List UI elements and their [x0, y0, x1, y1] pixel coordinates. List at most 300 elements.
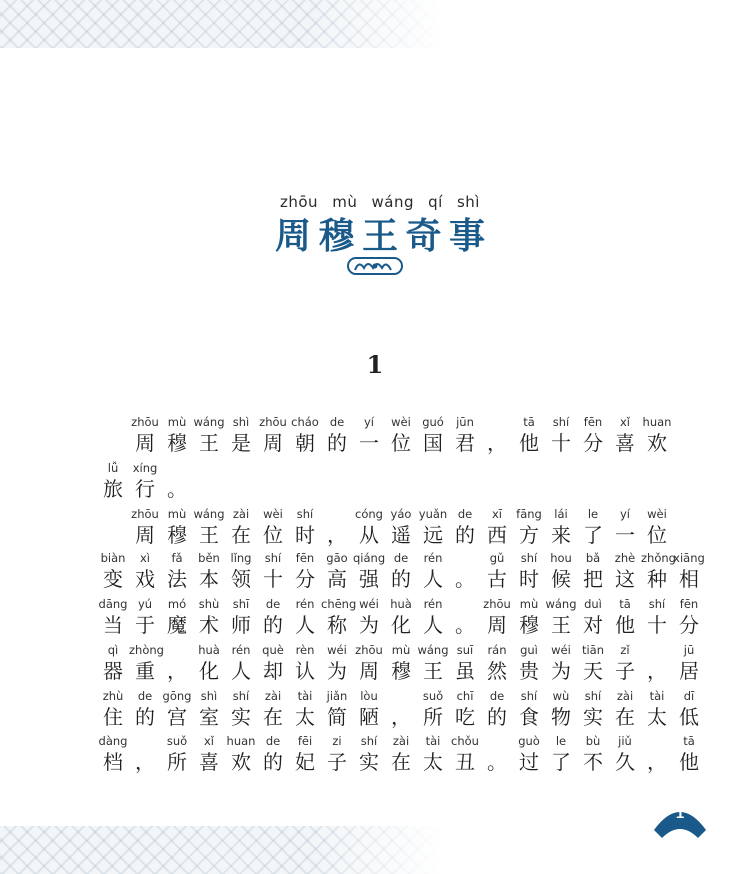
pinyin: huan: [642, 415, 672, 429]
character-cell: [193, 689, 225, 730]
character-cell: [289, 643, 321, 684]
hanzi: 的: [327, 431, 347, 455]
pinyin: yuǎn: [418, 507, 448, 521]
hanzi: 。: [487, 750, 507, 774]
pinyin: [449, 551, 481, 566]
pinyin: tā: [683, 734, 695, 748]
character-cell: [513, 551, 545, 592]
pinyin: [161, 643, 193, 658]
character-cell: [385, 734, 417, 775]
hanzi: 档: [103, 750, 123, 774]
title-character: 事: [448, 215, 485, 257]
pinyin: suǒ: [166, 734, 188, 748]
character-cell: [449, 597, 481, 638]
hanzi: 师: [231, 613, 251, 637]
pinyin: yú: [137, 597, 153, 611]
character-cell: [257, 551, 289, 592]
character-cell: [129, 551, 161, 592]
hanzi: 是: [231, 431, 251, 455]
pinyin: [385, 689, 417, 704]
character-cell: [641, 551, 676, 592]
pinyin: de: [265, 597, 281, 611]
hanzi: 化: [199, 659, 219, 683]
hanzi: 穆: [167, 431, 187, 455]
pinyin: qì: [107, 643, 119, 657]
pinyin: jū: [683, 643, 695, 657]
hanzi: 久: [615, 750, 635, 774]
character-cell: [353, 734, 385, 775]
hanzi: 变: [103, 567, 123, 591]
title-pinyin-syllable: shì: [456, 193, 480, 211]
hanzi: 来: [551, 523, 571, 547]
character-cell: [257, 643, 289, 684]
title-character: 王: [361, 215, 398, 257]
pinyin: wèi: [647, 507, 667, 521]
character-cell: [481, 689, 513, 730]
character-cell: [97, 415, 129, 456]
pinyin: chǒu: [451, 734, 479, 748]
hanzi: 遥: [391, 523, 411, 547]
hanzi: 周: [487, 613, 507, 637]
pinyin: suī: [456, 643, 474, 657]
pinyin: shī: [232, 597, 250, 611]
pinyin: huan: [226, 734, 256, 748]
hanzi: ，: [135, 750, 155, 774]
character-cell: [449, 507, 481, 548]
pinyin: shí: [520, 689, 538, 703]
character-cell: [193, 415, 225, 456]
character-cell: [97, 507, 129, 548]
character-cell: [545, 551, 577, 592]
hanzi: 穆: [167, 523, 187, 547]
hanzi: 实: [583, 705, 603, 729]
page-title: [275, 208, 485, 259]
pinyin: cóng: [355, 507, 383, 521]
pinyin: lǐng: [230, 551, 252, 565]
hanzi: 当: [103, 613, 123, 637]
text-line: [97, 643, 705, 684]
hanzi: 强: [359, 567, 379, 591]
hanzi: 认: [295, 659, 315, 683]
pinyin: de: [329, 415, 345, 429]
pinyin: gǔ: [489, 551, 505, 565]
character-cell: [225, 689, 257, 730]
text-line: [97, 415, 673, 456]
character-cell: [225, 643, 257, 684]
character-cell: [129, 415, 161, 456]
character-cell: [225, 551, 257, 592]
hanzi: 实: [231, 705, 251, 729]
text-line: [97, 551, 705, 592]
character-cell: [641, 734, 673, 775]
pinyin: [641, 734, 673, 749]
pinyin: qiáng: [353, 551, 386, 565]
character-cell: [609, 597, 641, 638]
pinyin: fēi: [297, 734, 313, 748]
character-cell: [97, 643, 129, 684]
pinyin: zhǒng: [641, 551, 676, 565]
text-line: [97, 461, 193, 502]
hanzi: 魔: [167, 613, 187, 637]
character-cell: [513, 597, 545, 638]
pinyin: wáng: [417, 643, 449, 657]
pinyin: [97, 415, 129, 430]
character-cell: [577, 734, 609, 775]
pinyin: fǎ: [171, 551, 183, 565]
hanzi: 太: [295, 705, 315, 729]
hanzi: 妃: [295, 750, 315, 774]
hanzi: 的: [455, 523, 475, 547]
pinyin: xǐ: [203, 734, 214, 748]
hanzi: 十: [647, 613, 667, 637]
pinyin: [481, 734, 513, 749]
pinyin: [449, 597, 481, 612]
pinyin: guì: [520, 643, 538, 657]
pinyin: shí: [360, 734, 378, 748]
pinyin: wù: [552, 689, 570, 703]
pinyin: mó: [167, 597, 187, 611]
hanzi: 他: [679, 750, 699, 774]
character-cell: [129, 461, 161, 502]
hanzi: 天: [583, 659, 603, 683]
hanzi: 穆: [519, 613, 539, 637]
hanzi: 西: [487, 523, 507, 547]
hanzi: 在: [615, 705, 635, 729]
hanzi: 周: [359, 659, 379, 683]
pinyin: zhè: [614, 551, 636, 565]
hanzi: 太: [647, 705, 667, 729]
pinyin: rén: [231, 643, 251, 657]
hanzi: 把: [583, 567, 603, 591]
text-line: [97, 689, 705, 730]
text-line: [97, 734, 705, 775]
pinyin: lǚ: [107, 461, 119, 475]
character-cell: [321, 551, 353, 592]
hanzi: 他: [615, 613, 635, 637]
character-cell: [545, 597, 577, 638]
hanzi: 欢: [231, 750, 251, 774]
pinyin: guó: [422, 415, 444, 429]
pinyin: wáng: [193, 415, 225, 429]
pinyin: de: [489, 689, 505, 703]
hanzi: 子: [615, 659, 635, 683]
hanzi: 这: [615, 567, 635, 591]
hanzi: 周: [135, 523, 155, 547]
hanzi: 行: [135, 477, 155, 501]
pinyin: zài: [264, 689, 282, 703]
character-cell: [225, 597, 257, 638]
character-cell: [193, 734, 225, 775]
hanzi: 一: [359, 431, 379, 455]
character-cell: [385, 507, 417, 548]
title-pinyin-syllable: wáng: [371, 193, 414, 211]
pinyin: shì: [200, 689, 218, 703]
pinyin: shí: [232, 689, 250, 703]
hanzi: 欢: [647, 431, 667, 455]
character-cell: [417, 597, 449, 638]
pinyin: xíng: [132, 461, 158, 475]
pinyin: shì: [232, 415, 250, 429]
pinyin: lòu: [360, 689, 378, 703]
pinyin: mù: [519, 597, 539, 611]
hanzi: ，: [647, 659, 667, 683]
pinyin: zhōu: [483, 597, 511, 611]
character-cell: [353, 689, 385, 730]
pinyin: mù: [391, 643, 411, 657]
pinyin: biàn: [100, 551, 126, 565]
character-cell: [353, 551, 385, 592]
character-cell: [97, 734, 129, 775]
title-character: 周: [275, 215, 312, 257]
character-cell: [545, 734, 577, 775]
pinyin: wéi: [551, 643, 571, 657]
hanzi: 所: [423, 705, 443, 729]
hanzi: ，: [391, 705, 411, 729]
character-cell: [321, 689, 353, 730]
pinyin: wáng: [193, 507, 225, 521]
character-cell: [449, 415, 481, 456]
character-cell: [385, 415, 417, 456]
character-cell: [609, 643, 641, 684]
hanzi: 周: [263, 431, 283, 455]
character-cell: [609, 551, 641, 592]
hanzi: 的: [487, 705, 507, 729]
pinyin: de: [393, 551, 409, 565]
hanzi: 在: [391, 750, 411, 774]
character-cell: [641, 643, 673, 684]
hanzi: 君: [455, 431, 475, 455]
hanzi: 器: [103, 659, 123, 683]
pinyin: lái: [554, 507, 568, 521]
hanzi: ，: [647, 750, 667, 774]
chapter-number: 1: [366, 350, 384, 379]
character-cell: [257, 507, 289, 548]
character-cell: [321, 597, 357, 638]
hanzi: ，: [327, 523, 347, 547]
hanzi: 法: [167, 567, 187, 591]
pinyin: dī: [683, 689, 695, 703]
character-cell: [161, 597, 193, 638]
character-cell: [193, 507, 225, 548]
pinyin: fēn: [679, 597, 699, 611]
pinyin: xī: [491, 507, 502, 521]
hanzi: 了: [551, 750, 571, 774]
hanzi: 王: [551, 613, 571, 637]
hanzi: 国: [423, 431, 443, 455]
hanzi: 的: [135, 705, 155, 729]
pinyin: zhōu: [131, 507, 159, 521]
character-cell: [385, 689, 417, 730]
bottom-decorative-pattern: [0, 826, 445, 874]
pinyin: [481, 415, 513, 430]
hanzi: 不: [583, 750, 603, 774]
hanzi: 的: [263, 750, 283, 774]
character-cell: [385, 643, 417, 684]
character-cell: [193, 643, 225, 684]
pinyin: zài: [616, 689, 634, 703]
pinyin: xì: [139, 551, 150, 565]
pinyin: xiāng: [673, 551, 705, 565]
hanzi: 远: [423, 523, 443, 547]
hanzi: 食: [519, 705, 539, 729]
character-cell: [609, 689, 641, 730]
pinyin: jiǔ: [618, 734, 632, 748]
hanzi: 位: [263, 523, 283, 547]
hanzi: 丑: [455, 750, 475, 774]
hanzi: 旅: [103, 477, 123, 501]
hanzi: 人: [295, 613, 315, 637]
pinyin: bǎ: [585, 551, 601, 565]
character-cell: [321, 415, 353, 456]
pinyin: [641, 643, 673, 658]
pinyin: tā: [619, 597, 631, 611]
hanzi: 古: [487, 567, 507, 591]
hanzi: 太: [423, 750, 443, 774]
character-cell: [513, 415, 545, 456]
pinyin: jūn: [456, 415, 474, 429]
character-cell: [97, 597, 129, 638]
hanzi: 称: [327, 613, 347, 637]
hanzi: 住: [103, 705, 123, 729]
character-cell: [545, 689, 577, 730]
hanzi: 王: [423, 659, 443, 683]
character-cell: [161, 461, 193, 502]
text-line: [97, 597, 705, 638]
character-cell: [545, 415, 577, 456]
pinyin: le: [587, 507, 599, 521]
hanzi: [97, 522, 129, 548]
pinyin: tài: [649, 689, 665, 703]
hanzi: ，: [167, 659, 187, 683]
hanzi: 喜: [199, 750, 219, 774]
hanzi: 穆: [391, 659, 411, 683]
character-cell: [673, 597, 705, 638]
character-cell: [385, 551, 417, 592]
character-cell: [353, 507, 385, 548]
hanzi: 朝: [295, 431, 315, 455]
character-cell: [449, 734, 481, 775]
character-cell: [449, 551, 481, 592]
pinyin: tiān: [581, 643, 605, 657]
pinyin: gōng: [162, 689, 192, 703]
title-pinyin-syllable: zhōu: [280, 193, 319, 211]
pinyin: duì: [584, 597, 602, 611]
character-cell: [289, 507, 321, 548]
hanzi: 于: [135, 613, 155, 637]
pinyin: yí: [363, 415, 374, 429]
hanzi: ，: [487, 431, 507, 455]
character-cell: [449, 643, 481, 684]
pinyin: hou: [550, 551, 572, 565]
character-cell: [641, 415, 673, 456]
pinyin: shí: [296, 507, 314, 521]
hanzi: 对: [583, 613, 603, 637]
character-cell: [161, 643, 193, 684]
pinyin: zhōu: [259, 415, 287, 429]
character-cell: [257, 415, 289, 456]
pinyin: rán: [487, 643, 507, 657]
pinyin: huà: [390, 597, 412, 611]
pinyin: chī: [456, 689, 474, 703]
character-cell: [609, 415, 641, 456]
hanzi: 王: [199, 431, 219, 455]
character-cell: [321, 507, 353, 548]
character-cell: [129, 507, 161, 548]
hanzi: 高: [327, 567, 347, 591]
hanzi: 却: [263, 659, 283, 683]
pinyin: wáng: [545, 597, 577, 611]
character-cell: [481, 597, 513, 638]
pinyin: bù: [585, 734, 601, 748]
character-cell: [353, 643, 385, 684]
hanzi: 化: [391, 613, 411, 637]
character-cell: [641, 689, 673, 730]
pinyin: le: [555, 734, 567, 748]
title-character: 奇: [405, 215, 442, 257]
pinyin: xǐ: [619, 415, 630, 429]
character-cell: [289, 597, 321, 638]
pinyin: suǒ: [422, 689, 444, 703]
pinyin: [97, 507, 129, 522]
character-cell: [481, 551, 513, 592]
hanzi: 位: [391, 431, 411, 455]
character-cell: [673, 734, 705, 775]
text-line: [97, 507, 673, 548]
pinyin: què: [262, 643, 284, 657]
character-cell: [385, 597, 417, 638]
page-number: 1: [675, 805, 685, 822]
hanzi: 术: [199, 613, 219, 637]
character-cell: [609, 734, 641, 775]
cloud-ornament-icon: [347, 256, 403, 276]
hanzi: 室: [199, 705, 219, 729]
hanzi: 实: [359, 750, 379, 774]
hanzi: 。: [455, 613, 475, 637]
pinyin: zǐ: [620, 643, 630, 657]
top-decorative-pattern: [0, 0, 445, 48]
character-cell: [97, 689, 129, 730]
hanzi: 相: [679, 567, 699, 591]
character-cell: [513, 689, 545, 730]
pinyin: tài: [297, 689, 313, 703]
pinyin: rén: [295, 597, 315, 611]
character-cell: [417, 415, 449, 456]
title-pinyin-syllable: qí: [428, 193, 443, 211]
character-cell: [193, 551, 225, 592]
hanzi: 虽: [455, 659, 475, 683]
hanzi: 简: [327, 705, 347, 729]
character-cell: [225, 415, 257, 456]
pinyin: jiǎn: [326, 689, 348, 703]
character-cell: [97, 551, 129, 592]
pinyin: zhōu: [131, 415, 159, 429]
character-cell: [225, 734, 257, 775]
title-pinyin-syllable: mù: [332, 193, 358, 211]
hanzi: 喜: [615, 431, 635, 455]
hanzi: 贵: [519, 659, 539, 683]
character-cell: [97, 461, 129, 502]
pinyin: zài: [392, 734, 410, 748]
character-cell: [609, 507, 641, 548]
title-character: 穆: [318, 215, 355, 257]
character-cell: [481, 734, 513, 775]
character-cell: [289, 415, 321, 456]
pinyin: mù: [167, 415, 187, 429]
pinyin: dàng: [98, 734, 128, 748]
character-cell: [289, 551, 321, 592]
character-cell: [641, 507, 673, 548]
pinyin: huà: [198, 643, 220, 657]
